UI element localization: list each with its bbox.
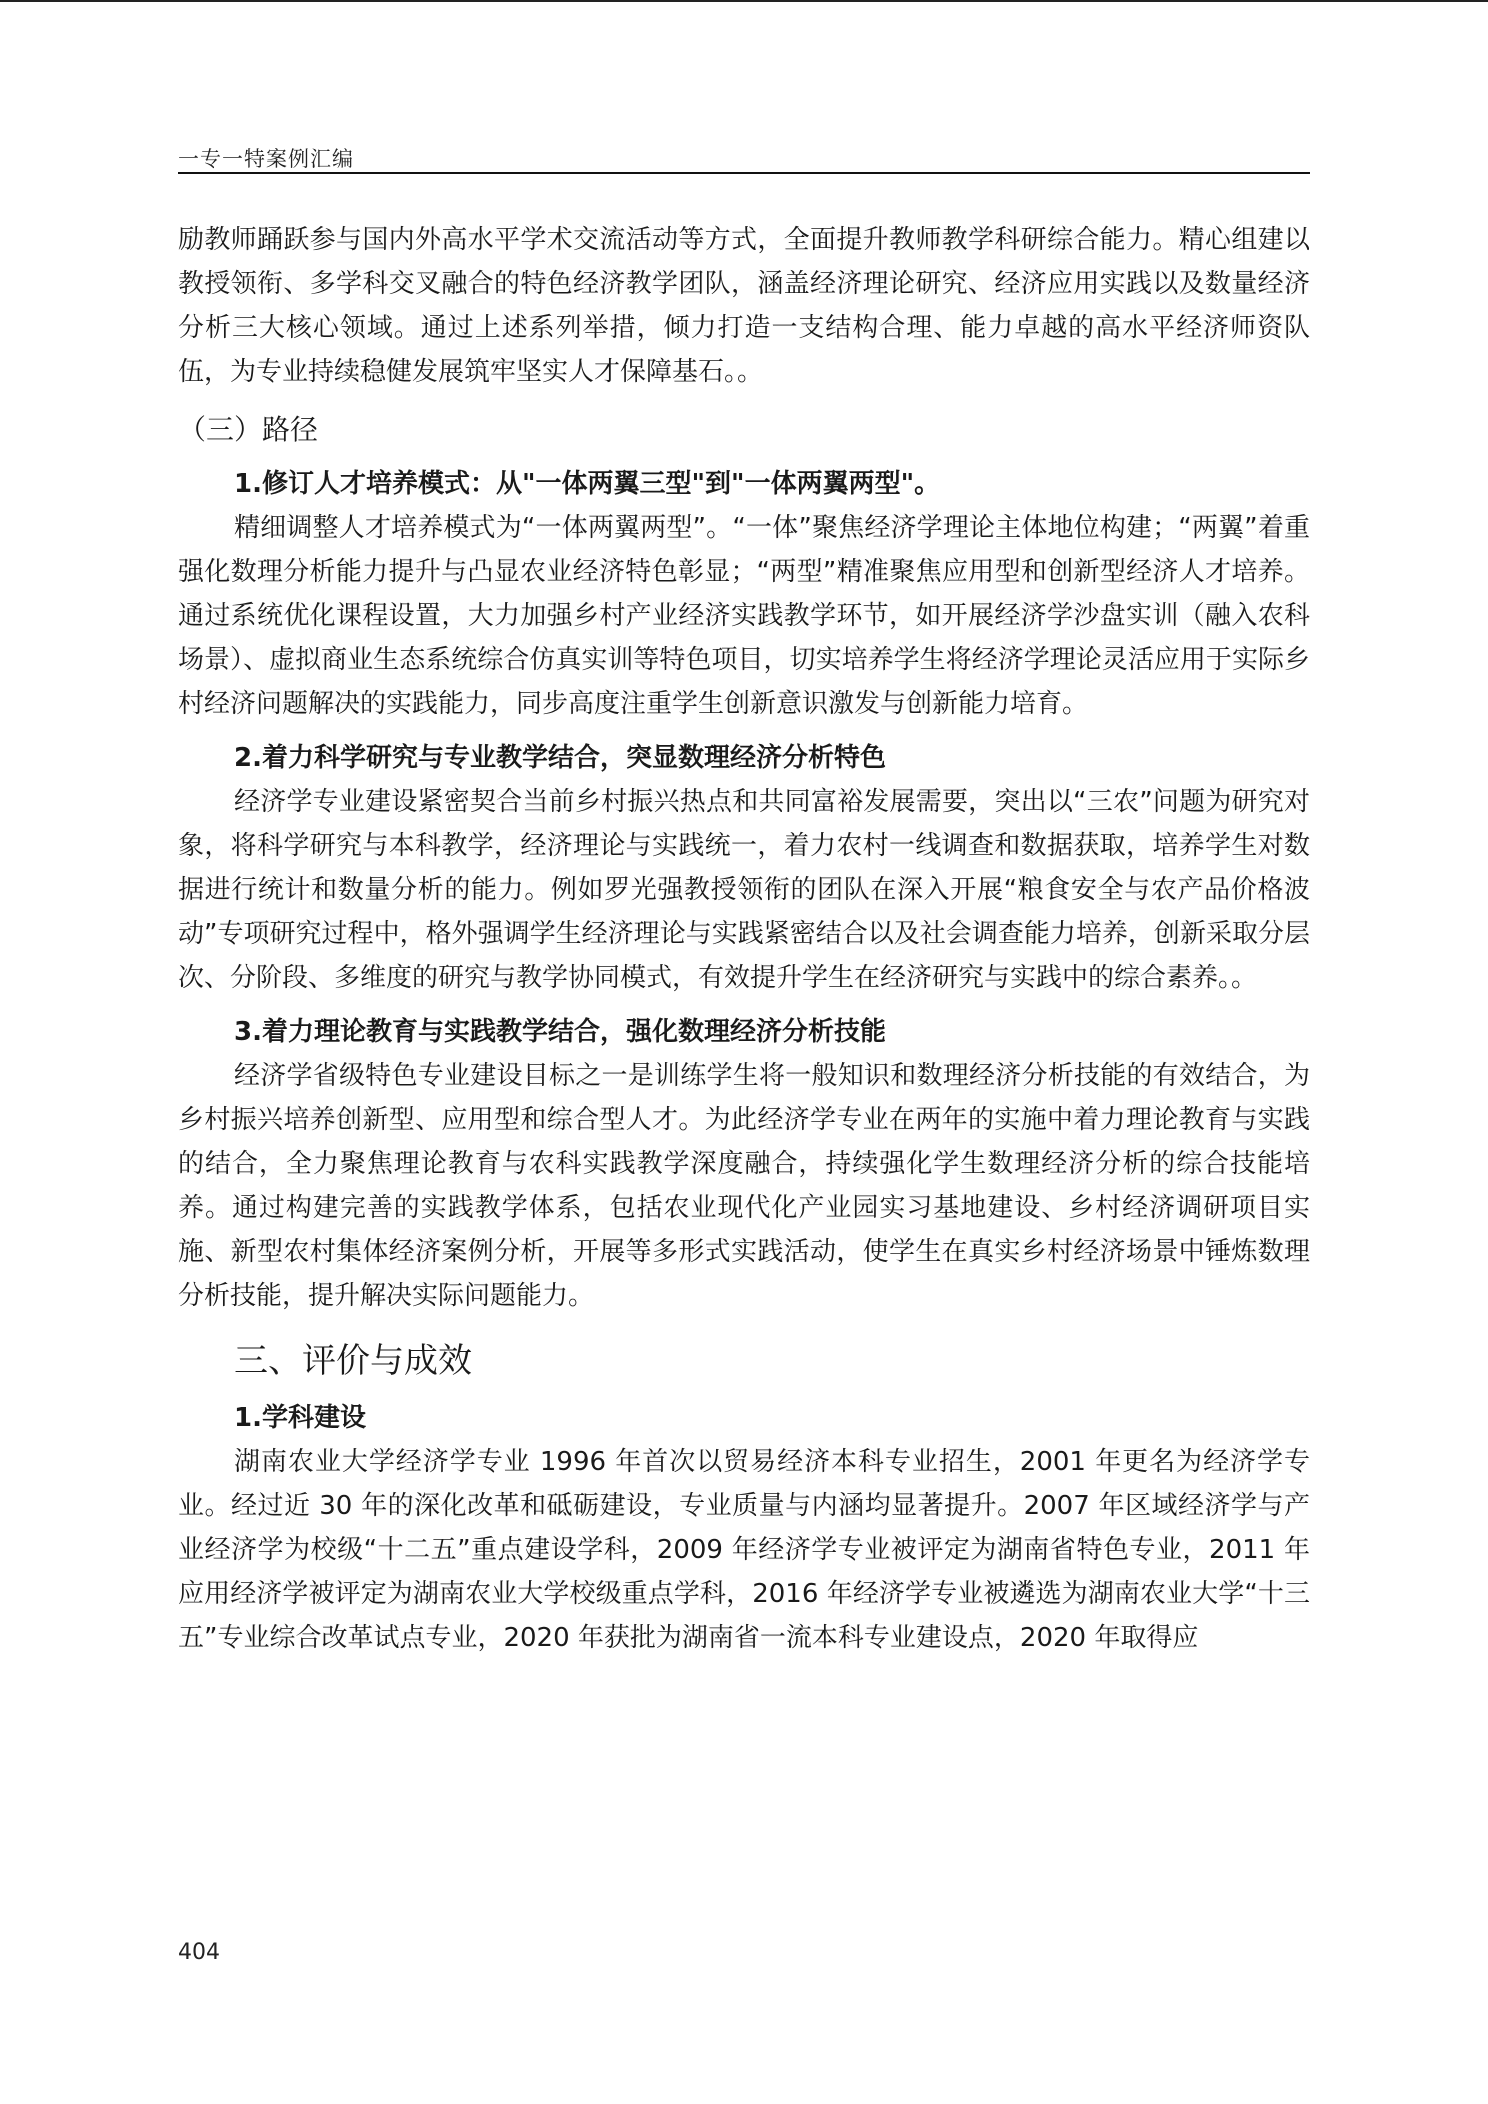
heading-discipline-building: 1.学科建设 — [234, 1403, 366, 1433]
paragraph-faculty-team: 励教师踊跃参与国内外高水平学术交流活动等方式，全面提升教师教学科研综合能力。精心组建以教授领衔、多学科交叉融合的特色经济教学团队，涵盖经济理论研究、经济应用实践以及数量经济分析三大核心领域。通过上述系列举措，倾力打造一支结构合理、能力卓越的高水平经济师资队伍，为专业持续稳健发展筑牢坚实人才保障基石。。 — [178, 225, 1310, 387]
page-top-border — [0, 0, 1488, 2]
paragraph-training-model: 精细调整人才培养模式为“一体两翼两型”。“一体”聚焦经济学理论主体地位构建；“两翼”着重强化数理分析能力提升与凸显农业经济特色彰显；“两型”精准聚焦应用型和创新型经济人才培养。通过系统优化课程设置，大力加强乡村产业经济实践教学环节，如开展经济学沙盘实训（融入农科场景）、虚拟商业生态系统综合仿真实训等特色项目，切实培养学生将经济学理论灵活应用于实际乡村经济问题解决的实践能力，同步高度注重学生创新意识激发与创新能力培育。 — [178, 513, 1310, 719]
section-title-evaluation: 三、评价与成效 — [234, 1341, 472, 1381]
header-rule — [178, 172, 1310, 174]
heading-theory-practice: 3.着力理论教育与实践教学结合，强化数理经济分析技能 — [234, 1017, 886, 1047]
heading-training-model: 1.修订人才培养模式：从"一体两翼三型"到"一体两翼两型"。 — [234, 469, 941, 499]
paragraph-research-teaching: 经济学专业建设紧密契合当前乡村振兴热点和共同富裕发展需要，突出以“三农”问题为研究对象，将科学研究与本科教学，经济理论与实践统一，着力农村一线调查和数据获取，培养学生对数据进行统计和数量分析的能力。例如罗光强教授领衔的团队在深入开展“粮食安全与农产品价格波动”专项研究过程中，格外强调学生经济理论与实践紧密结合以及社会调查能力培养，创新采取分层次、分阶段、多维度的研究与教学协同模式，有效提升学生在经济研究与实践中的综合素养。。 — [178, 787, 1310, 993]
running-header: 一专一特案例汇编 — [178, 147, 354, 171]
heading-research-teaching: 2.着力科学研究与专业教学结合，突显数理经济分析特色 — [234, 743, 886, 773]
subsection-heading-path: （三）路径 — [178, 413, 319, 446]
paragraph-discipline-building: 湖南农业大学经济学专业 1996 年首次以贸易经济本科专业招生，2001 年更名为经济学专业。经过近 30 年的深化改革和砥砺建设，专业质量与内涵均显著提升。2007 年区域经济学与产业经济学为校级“十二五”重点建设学科，2009 年经济学专业被评定为湖南省特色专业，2011 年应用经济学被评定为湖南农业大学校级重点学科，2016 年经济学专业被遴选为湖南农业大学“十三五”专业综合改革试点专业，2020 年获批为湖南省一流本科专业建设点，2020 年取得应 — [178, 1447, 1310, 1653]
page-number: 404 — [178, 1940, 220, 1965]
paragraph-theory-practice: 经济学省级特色专业建设目标之一是训练学生将一般知识和数理经济分析技能的有效结合，为乡村振兴培养创新型、应用型和综合型人才。为此经济学专业在两年的实施中着力理论教育与实践的结合，全力聚焦理论教育与农科实践教学深度融合，持续强化学生数理经济分析的综合技能培养。通过构建完善的实践教学体系，包括农业现代化产业园实习基地建设、乡村经济调研项目实施、新型农村集体经济案例分析，开展等多形式实践活动，使学生在真实乡村经济场景中锤炼数理分析技能，提升解决实际问题能力。 — [178, 1061, 1310, 1311]
page-content — [178, 218, 1310, 1660]
